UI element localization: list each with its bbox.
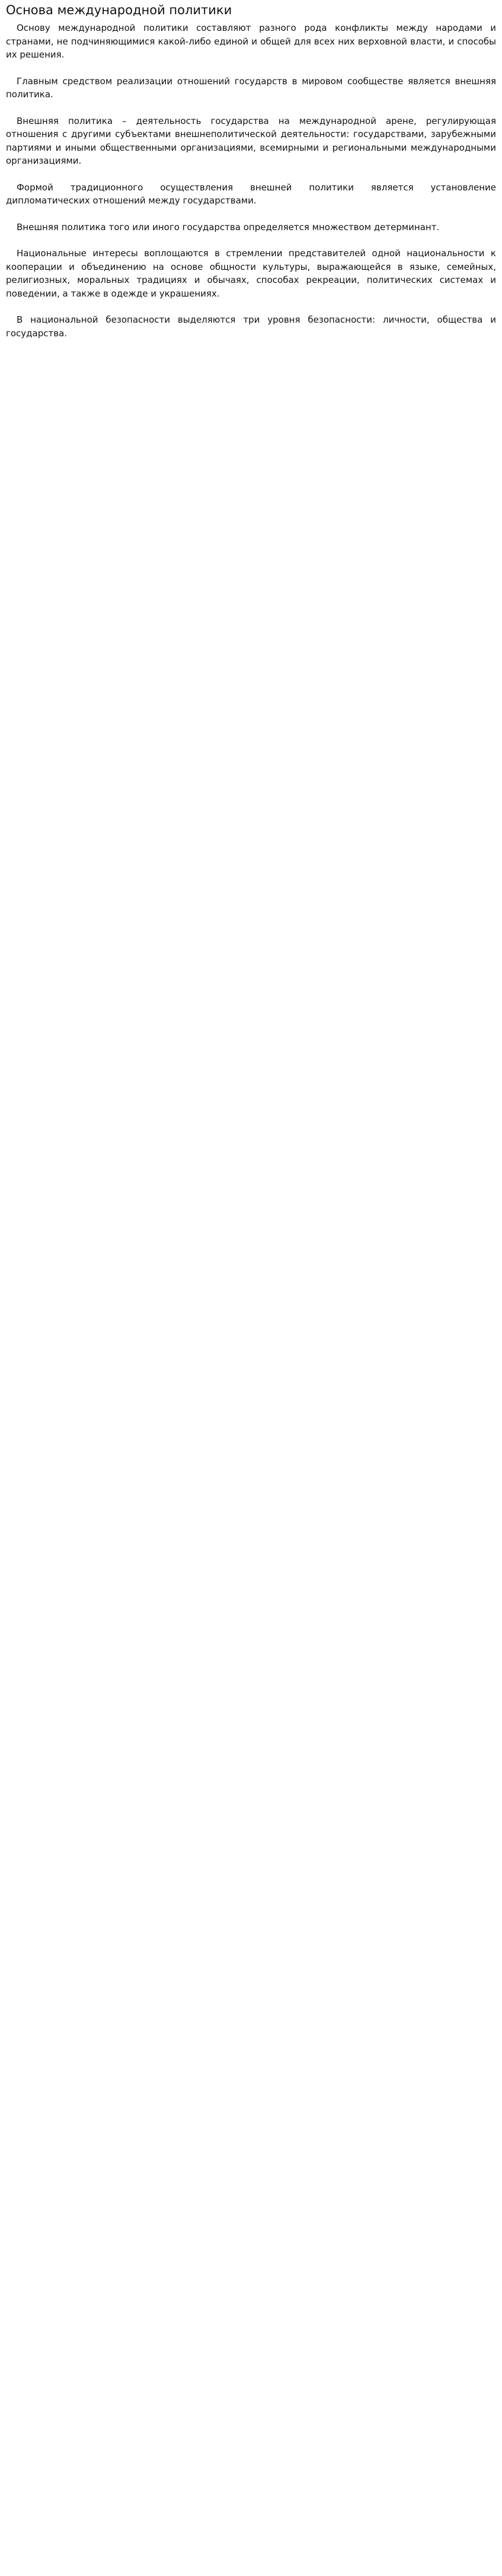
- paragraph: Национальные интересы воплощаются в стремлении представителей одной национальности к кооперации и объединению на основе общности культуры, выражающейся в языке, семейных, религиозных, моральных традициях и обычаях, способах рекреации, политических системах и поведении, а также в одежде и украшениях.: [6, 248, 496, 299]
- paragraph: Формой традиционного осуществления внешней политики является установление дипломатических отношений между государствами.: [6, 182, 496, 206]
- page-title: Основа международной политики: [6, 3, 232, 17]
- paragraph: Основу международной политики составляют разного рода конфликты между народами и странами, не подчиняющимися какой-либо единой и общей для всех них верховной власти, и способы их решения.: [6, 23, 496, 61]
- paragraph: Главным средством реализации отношений государств в мировом сообществе является внешняя политика.: [6, 75, 496, 100]
- paragraph: Внешняя политика – деятельность государства на международной арене, регулирующая отношения с другими субъектами внешнеполитической деятельности: государствами, зарубежными партиями и иными общественными организациями, всемирными и региональными международными организациями.: [6, 115, 496, 167]
- paragraph: В национальной безопасности выделяются три уровня безопасности: личности, общества и государства.: [6, 314, 496, 339]
- paragraph: Внешняя политика того или иного государства определяется множеством детерминант.: [17, 221, 440, 233]
- document-page: [0, 0, 502, 352]
- document-body: [6, 21, 496, 340]
